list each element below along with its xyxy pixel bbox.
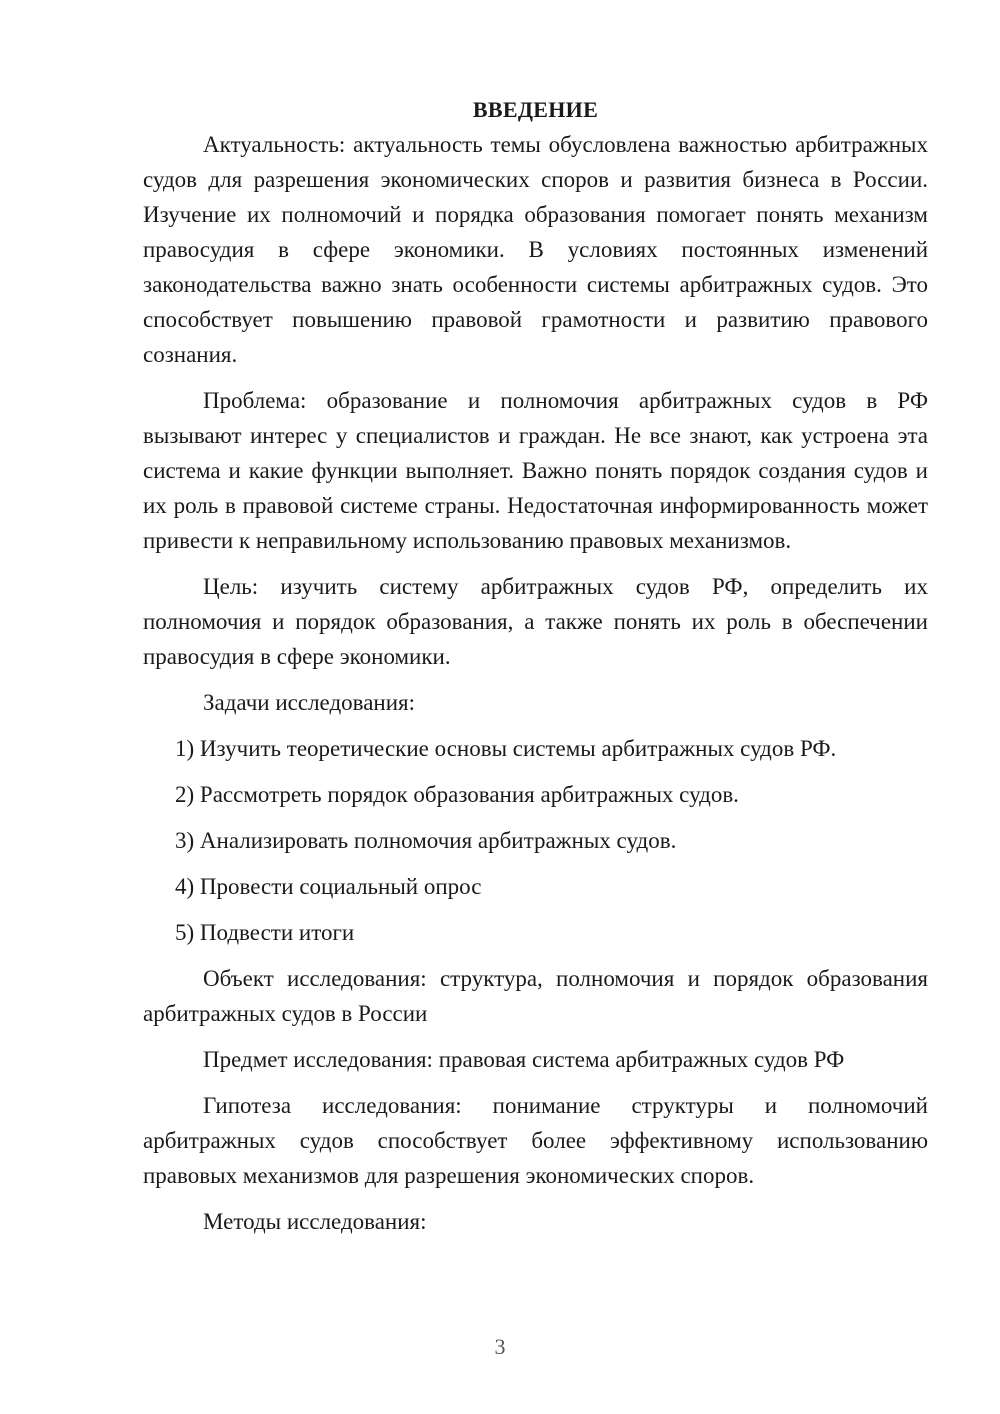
section-title: ВВЕДЕНИЕ (472, 97, 599, 122)
page-number: 3 (494, 1334, 506, 1359)
object-paragraph: Объект исследования: структура, полномочия и порядок образования арбитражных судов в России (143, 966, 928, 1026)
task-item: 4) Провести социальный опрос (175, 874, 482, 899)
relevance-paragraph: Актуальность: актуальность темы обусловлена важностью арбитражных судов для разрешения экономических споров и развития бизнеса в России. Изучение их полномочий и порядка образования помогает понять механизм правосудия в сфере экономики. В условиях постоянных изменений законодательства важно знать особенности системы арбитражных судов. Это способствует повышению правовой грамотности и развитию правового сознания. (143, 132, 928, 367)
problem-paragraph: Проблема: образование и полномочия арбитражных судов в РФ вызывают интерес у специалистов и граждан. Не все знают, как устроена эта система и какие функции выполняет. Важно понять порядок создания судов и их роль в правовой системе страны. Недостаточная информированность может привести к неправильному использованию правовых механизмов. (143, 388, 928, 553)
hypothesis-paragraph: Гипотеза исследования: понимание структуры и полномочий арбитражных судов способствует более эффективному использованию правовых механизмов для разрешения экономических споров. (143, 1093, 928, 1188)
methods-heading: Методы исследования: (203, 1209, 427, 1234)
task-item: 1) Изучить теоретические основы системы арбитражных судов РФ. (175, 736, 837, 761)
document-page (143, 92, 928, 1239)
tasks-list (143, 731, 928, 950)
task-item: 5) Подвести итоги (175, 920, 355, 945)
task-item: 3) Анализировать полномочия арбитражных судов. (175, 828, 677, 853)
goal-paragraph: Цель: изучить систему арбитражных судов РФ, определить их полномочия и порядок образования, а также понять их роль в обеспечении правосудия в сфере экономики. (143, 574, 928, 669)
subject-paragraph: Предмет исследования: правовая система арбитражных судов РФ (203, 1047, 845, 1072)
task-item: 2) Рассмотреть порядок образования арбитражных судов. (175, 782, 739, 807)
tasks-heading: Задачи исследования: (203, 690, 416, 715)
